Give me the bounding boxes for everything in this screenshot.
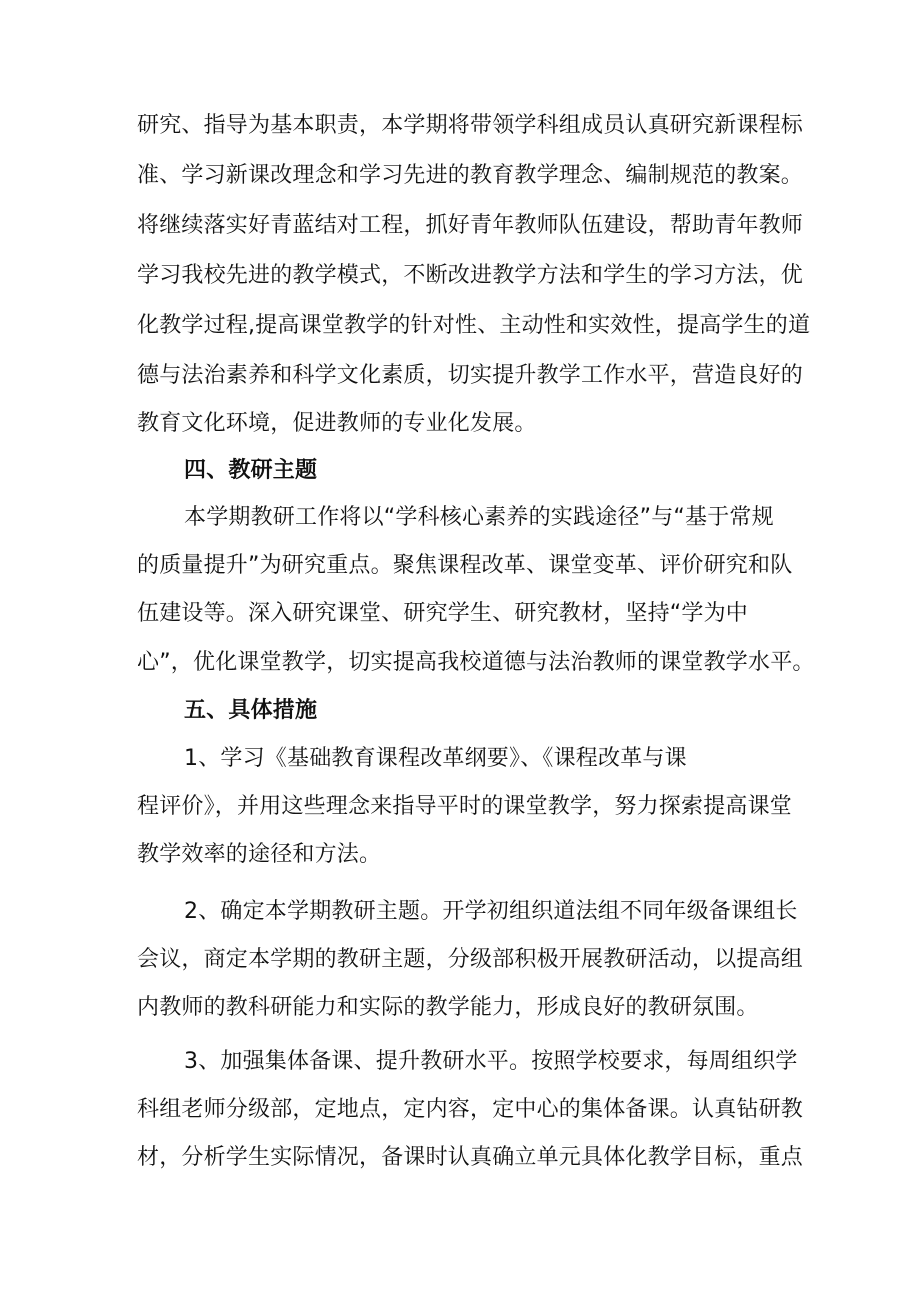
paragraph-line: 教育文化环境，促进教师的专业化发展。 [137,411,537,436]
paragraph-line: 程评价》，并用这些理念来指导平时的课堂教学，努力探索提高课堂 [137,794,793,819]
paragraph-line: 化教学过程,提高课堂教学的针对性、主动性和实效性，提高学生的道 [137,313,811,338]
paragraph-line: 2、确定本学期教研主题。开学初组织道法组不同年级备课组长 [184,899,798,924]
section-heading: 四、教研主题 [184,458,318,483]
paragraph-line: 伍建设等。深入研究课堂、研究学生、研究教材，坚持“学为中 [137,601,748,626]
paragraph-line: 学习我校先进的教学模式，不断改进教学方法和学生的学习方法，优 [137,263,804,288]
paragraph-line: 心”，优化课堂教学，切实提高我校道德与法治教师的课堂教学水平。 [137,650,815,675]
paragraph-line: 教学效率的途径和方法。 [137,842,382,867]
paragraph-line: 1、学习《基础教育课程改革纲要》、《课程改革与课 [184,746,687,771]
paragraph-line: 材，分析学生实际情况，备课时认真确立单元具体化教学目标，重点 [137,1145,804,1170]
section-heading: 五、具体措施 [184,698,318,723]
paragraph-line: 将继续落实好青蓝结对工程，抓好青年教师队伍建设，帮助青年教师 [137,213,804,238]
paragraph-line: 科组老师分级部，定地点，定内容，定中心的集体备课。认真钻研教 [137,1097,804,1122]
paragraph-line: 准、学习新课改理念和学习先进的教育教学理念、编制规范的教案。 [137,163,804,188]
paragraph-line: 3、加强集体备课、提升教研水平。按照学校要求，每周组织学 [184,1049,798,1074]
paragraph-line: 研究、指导为基本职责，本学期将带领学科组成员认真研究新课程标 [137,113,804,138]
paragraph-line: 内教师的教科研能力和实际的教学能力，形成良好的教研氛围。 [137,995,759,1020]
paragraph-line: 的质量提升”为研究重点。聚焦课程改革、课堂变革、评价研究和队 [137,553,793,578]
paragraph-line: 德与法治素养和科学文化素质，切实提升教学工作水平，营造良好的 [137,363,804,388]
paragraph-line: 本学期教研工作将以“学科核心素养的实践途径”与“基于常规 [184,505,774,530]
paragraph-line: 会议，商定本学期的教研主题，分级部积极开展教研活动，以提高组 [137,947,804,972]
